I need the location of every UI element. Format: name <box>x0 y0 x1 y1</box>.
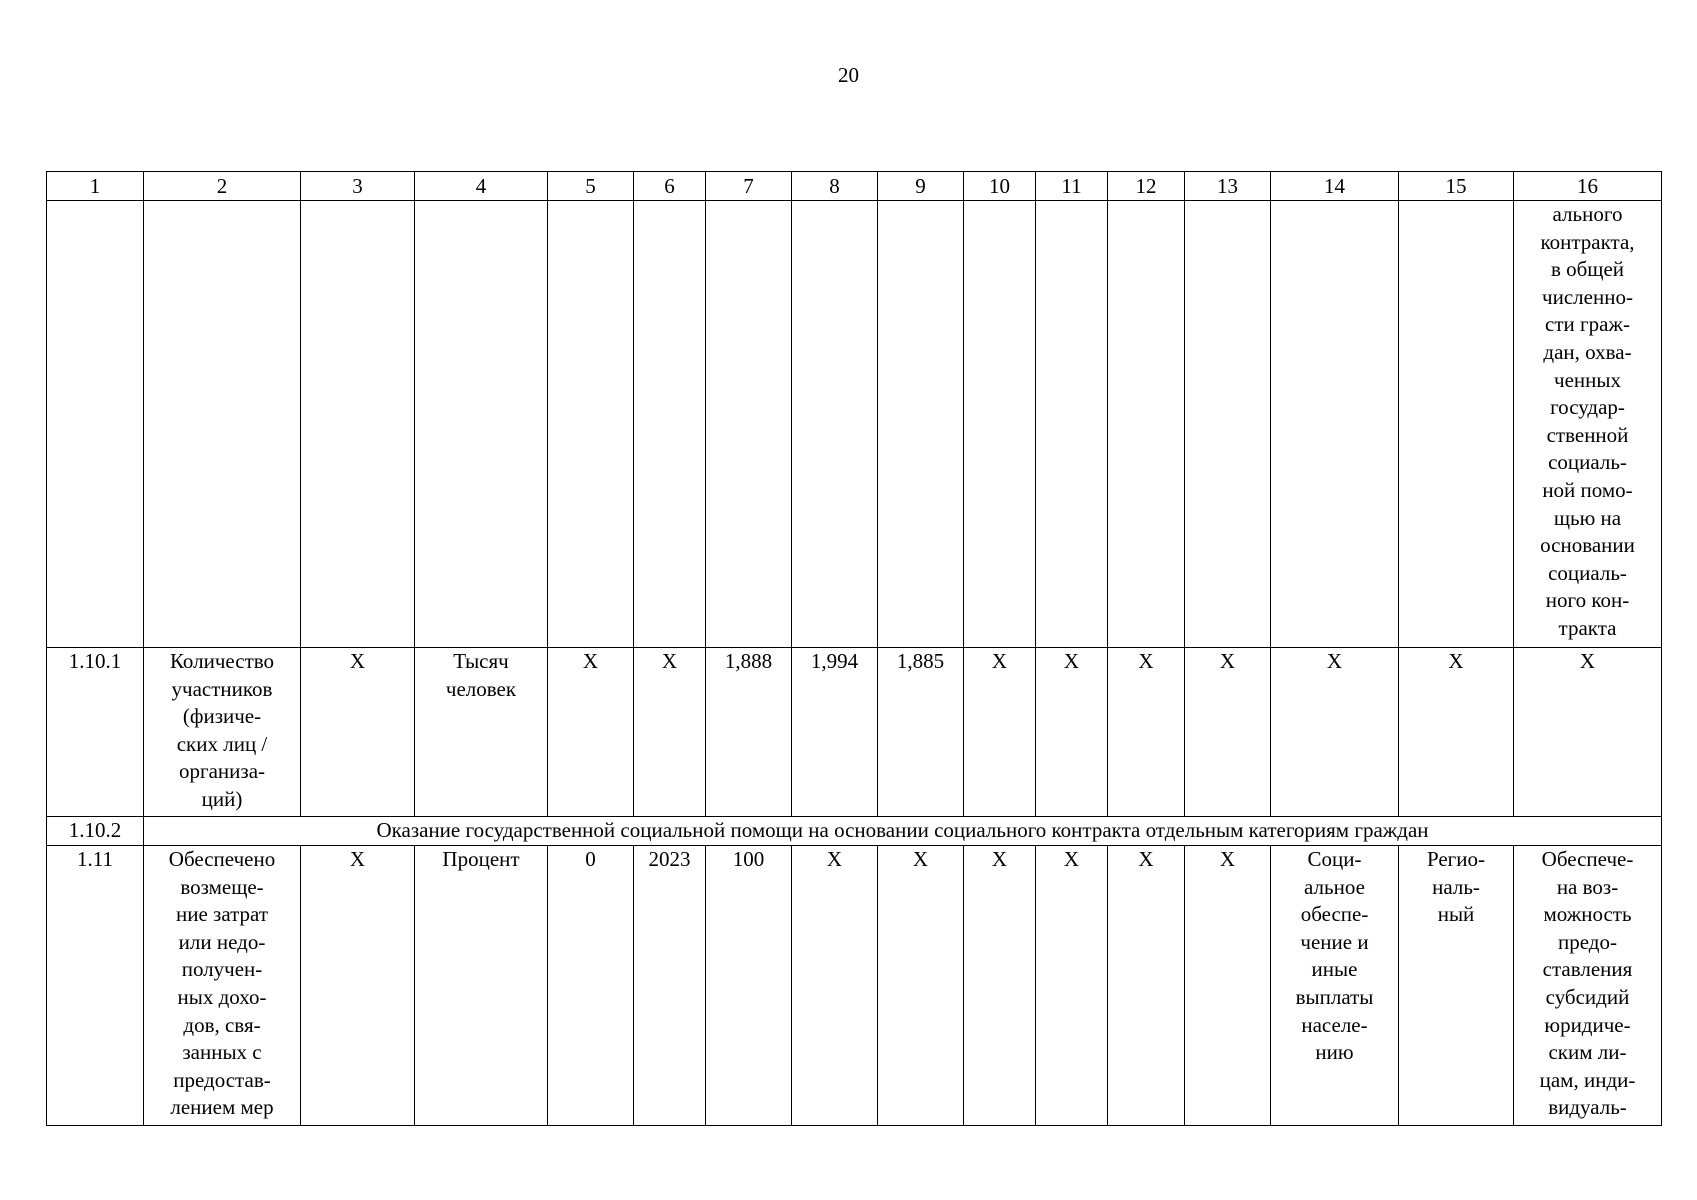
section-title-cell: Оказание государственной социальной помощи на основании социального контракта отдельным категориям граждан <box>144 817 1662 846</box>
cell-line: (физиче- <box>182 704 262 729</box>
header-cell: 1 <box>47 172 144 201</box>
cell-line: субсидий <box>1545 984 1630 1009</box>
table-cell: Х <box>301 846 415 1126</box>
table-cell <box>1399 201 1514 648</box>
cell-line: тракта <box>1558 615 1617 640</box>
cell-line: Обеспече- <box>1541 847 1634 871</box>
cell-line: предостав- <box>173 1067 271 1092</box>
cell-line: сти граж- <box>1545 312 1630 337</box>
cell-line: Регио- <box>1426 847 1486 871</box>
cell-line: государ- <box>1550 395 1625 420</box>
header-cell: 9 <box>878 172 964 201</box>
cell-line: дан, охва- <box>1543 339 1632 364</box>
header-cell: 14 <box>1271 172 1399 201</box>
table-row <box>47 817 1662 846</box>
cell-line: человек <box>445 676 517 701</box>
cell-line: численно- <box>1542 284 1633 309</box>
table-cell: Х <box>964 846 1036 1126</box>
row-number-cell: 1.10.1 <box>47 648 144 817</box>
header-cell: 3 <box>301 172 415 201</box>
table-cell <box>1399 846 1514 1126</box>
unit-cell <box>415 648 548 817</box>
cell-line: социаль- <box>1548 450 1627 475</box>
cell-line: Обеспечено <box>168 847 276 871</box>
table-cell <box>792 201 878 648</box>
table-cell <box>1514 201 1662 648</box>
header-cell: 13 <box>1185 172 1271 201</box>
cell-line: населе- <box>1301 1012 1368 1037</box>
table-cell <box>964 201 1036 648</box>
cell-line: занных с <box>182 1040 262 1065</box>
table-row <box>47 648 1662 817</box>
cell-line: альное <box>1304 874 1365 899</box>
table-cell <box>878 201 964 648</box>
cell-line: ственной <box>1546 422 1629 447</box>
table-cell: Х <box>1108 648 1185 817</box>
row-number-cell: 1.11 <box>47 846 144 1126</box>
header-cell: 10 <box>964 172 1036 201</box>
cell-line: ный <box>1437 902 1475 927</box>
header-cell: 2 <box>144 172 301 201</box>
header-cell: 7 <box>706 172 792 201</box>
cell-line: возмеще- <box>180 874 264 899</box>
table-cell <box>1108 201 1185 648</box>
cell-line: ального <box>1552 202 1623 226</box>
indicators-table <box>46 171 1662 1126</box>
cell-line: ных дохо- <box>177 984 267 1009</box>
cell-line: щью на <box>1553 505 1622 530</box>
table-cell: Х <box>964 648 1036 817</box>
table-cell <box>706 201 792 648</box>
cell-line: получен- <box>181 957 263 982</box>
cell-line: нию <box>1315 1040 1354 1065</box>
table-cell <box>301 201 415 648</box>
table-row <box>47 201 1662 648</box>
cell-line: ских лиц / <box>176 731 268 756</box>
table-cell: 1,994 <box>792 648 878 817</box>
cell-line: лением мер <box>170 1095 274 1120</box>
cell-line: ного кон- <box>1545 588 1630 613</box>
cell-line: ние затрат <box>175 902 268 927</box>
table-cell <box>415 201 548 648</box>
cell-line: Соци- <box>1307 847 1362 871</box>
table-row <box>47 846 1662 1126</box>
table-cell <box>144 201 301 648</box>
cell-line: в общей <box>1550 257 1625 282</box>
header-cell: 15 <box>1399 172 1514 201</box>
table-cell: Х <box>1036 846 1108 1126</box>
table-cell <box>1271 201 1399 648</box>
table-cell: Х <box>548 648 634 817</box>
cell-line: чение и <box>1300 929 1369 954</box>
header-cell: 8 <box>792 172 878 201</box>
table-cell: Х <box>301 648 415 817</box>
page-number: 20 <box>838 63 859 87</box>
cell-line: организа- <box>178 759 266 784</box>
table-header-row <box>47 172 1662 201</box>
cell-line: на воз- <box>1556 874 1619 899</box>
table-cell <box>1271 846 1399 1126</box>
table-cell <box>634 201 706 648</box>
header-cell: 11 <box>1036 172 1108 201</box>
table-cell <box>1185 201 1271 648</box>
cell-line: видуаль- <box>1548 1095 1627 1120</box>
row-number-cell: 1.10.2 <box>47 817 144 846</box>
cell-line: дов, свя- <box>183 1012 261 1037</box>
table-cell <box>47 201 144 648</box>
table-cell <box>548 201 634 648</box>
table-cell: Х <box>1514 648 1662 817</box>
header-cell: 6 <box>634 172 706 201</box>
cell-line: или недо- <box>178 929 266 954</box>
cell-line: ций) <box>201 786 243 811</box>
cell-line: наль- <box>1432 874 1480 899</box>
table-cell: Х <box>1399 648 1514 817</box>
cell-line: ставления <box>1542 957 1633 982</box>
table-cell <box>1036 201 1108 648</box>
cell-line: Тысяч <box>453 649 509 673</box>
table-cell: Х <box>1271 648 1399 817</box>
cell-line: можность <box>1543 902 1632 927</box>
cell-line: обеспе- <box>1300 902 1369 927</box>
table-cell: Х <box>1185 648 1271 817</box>
table-cell: Х <box>1185 846 1271 1126</box>
unit-cell: Процент <box>415 846 548 1126</box>
cell-line: ной помо- <box>1542 477 1633 502</box>
cell-line: социаль- <box>1548 560 1627 585</box>
header-cell: 12 <box>1108 172 1185 201</box>
table-cell: Х <box>1108 846 1185 1126</box>
header-cell: 16 <box>1514 172 1662 201</box>
cell-line: контракта, <box>1540 229 1635 254</box>
table-cell: Х <box>634 648 706 817</box>
table-cell: 0 <box>548 846 634 1126</box>
cell-line: ченных <box>1554 367 1621 392</box>
cell-line: основании <box>1540 533 1635 558</box>
table-cell <box>1514 846 1662 1126</box>
cell-line: предо- <box>1558 929 1617 954</box>
cell-line: участников <box>171 676 273 701</box>
indicator-name-cell <box>144 648 301 817</box>
cell-line: ским ли- <box>1548 1040 1627 1065</box>
table-cell: 1,885 <box>878 648 964 817</box>
cell-line: Количество <box>169 649 275 673</box>
table-cell: 1,888 <box>706 648 792 817</box>
indicator-name-cell <box>144 846 301 1126</box>
cell-line: юридиче- <box>1544 1012 1631 1037</box>
cell-line: иные <box>1311 957 1358 982</box>
header-cell: 4 <box>415 172 548 201</box>
table-cell: Х <box>792 846 878 1126</box>
cell-line: выплаты <box>1295 984 1374 1009</box>
cell-line: цам, инди- <box>1539 1067 1636 1092</box>
header-cell: 5 <box>548 172 634 201</box>
table-cell: 2023 <box>634 846 706 1126</box>
table-cell: Х <box>1036 648 1108 817</box>
table-cell: 100 <box>706 846 792 1126</box>
table-cell: Х <box>878 846 964 1126</box>
